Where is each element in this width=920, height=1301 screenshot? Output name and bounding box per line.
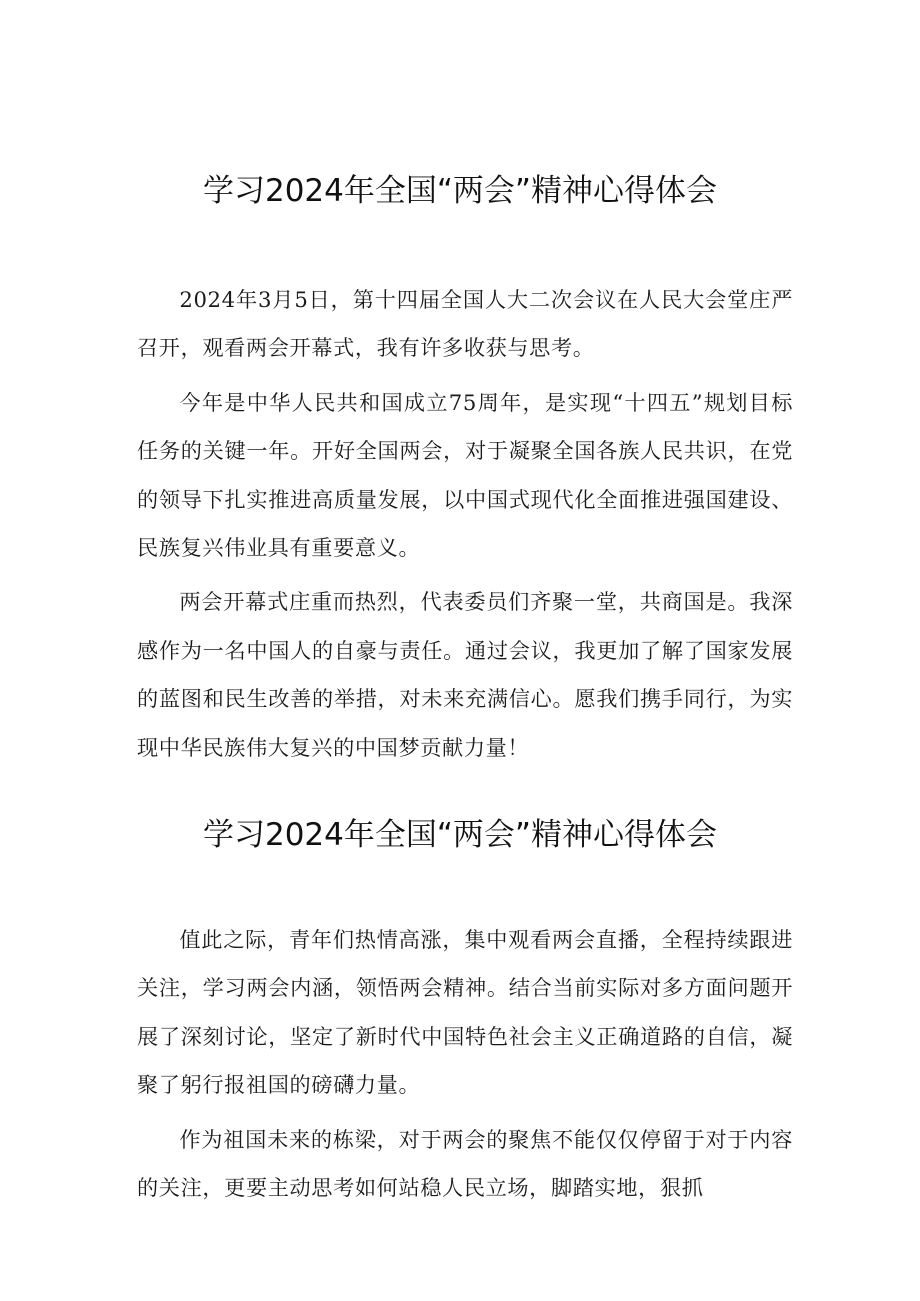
article-1-paragraph-3: 两会开幕式庄重而热烈，代表委员们齐聚一堂，共商国是。我深感作为一名中国人的自豪与责任。通过会议，我更加了解了国家发展的蓝图和民生改善的举措，对未来充满信心。愿我们携手同行，为实现中华民族伟大复兴的中国梦贡献力量！ [137, 589, 793, 760]
article-1-title: 学习2024年全国“两会”精神心得体会 [202, 173, 717, 209]
article-2-paragraph-1: 值此之际，青年们热情高涨，集中观看两会直播，全程持续跟进关注，学习两会内涵，领悟两会精神。结合当前实际对多方面问题开展了深刻讨论，坚定了新时代中国特色社会主义正确道路的自信，凝聚了躬行报祖国的磅礴力量。 [137, 927, 793, 1098]
article-2-title: 学习2024年全国“两会”精神心得体会 [202, 817, 717, 853]
article-1-paragraph-1: 2024年3月5日，第十四届全国人大二次会议在人民大会堂庄严召开，观看两会开幕式，我有许多收获与思考。 [137, 287, 793, 361]
article-1-paragraph-2: 今年是中华人民共和国成立75周年，是实现“十四五”规划目标任务的关键一年。开好全国两会，对于凝聚全国各族人民共识，在党的领导下扎实推进高质量发展，以中国式现代化全面推进强国建设、民族复兴伟业具有重要意义。 [137, 389, 793, 561]
article-2-paragraph-2: 作为祖国未来的栋梁，对于两会的聚焦不能仅仅停留于对于内容的关注，更要主动思考如何站稳人民立场，脚踏实地，狠抓 [137, 1126, 793, 1201]
article-2-body [137, 916, 793, 1218]
article-1-body [137, 276, 793, 778]
